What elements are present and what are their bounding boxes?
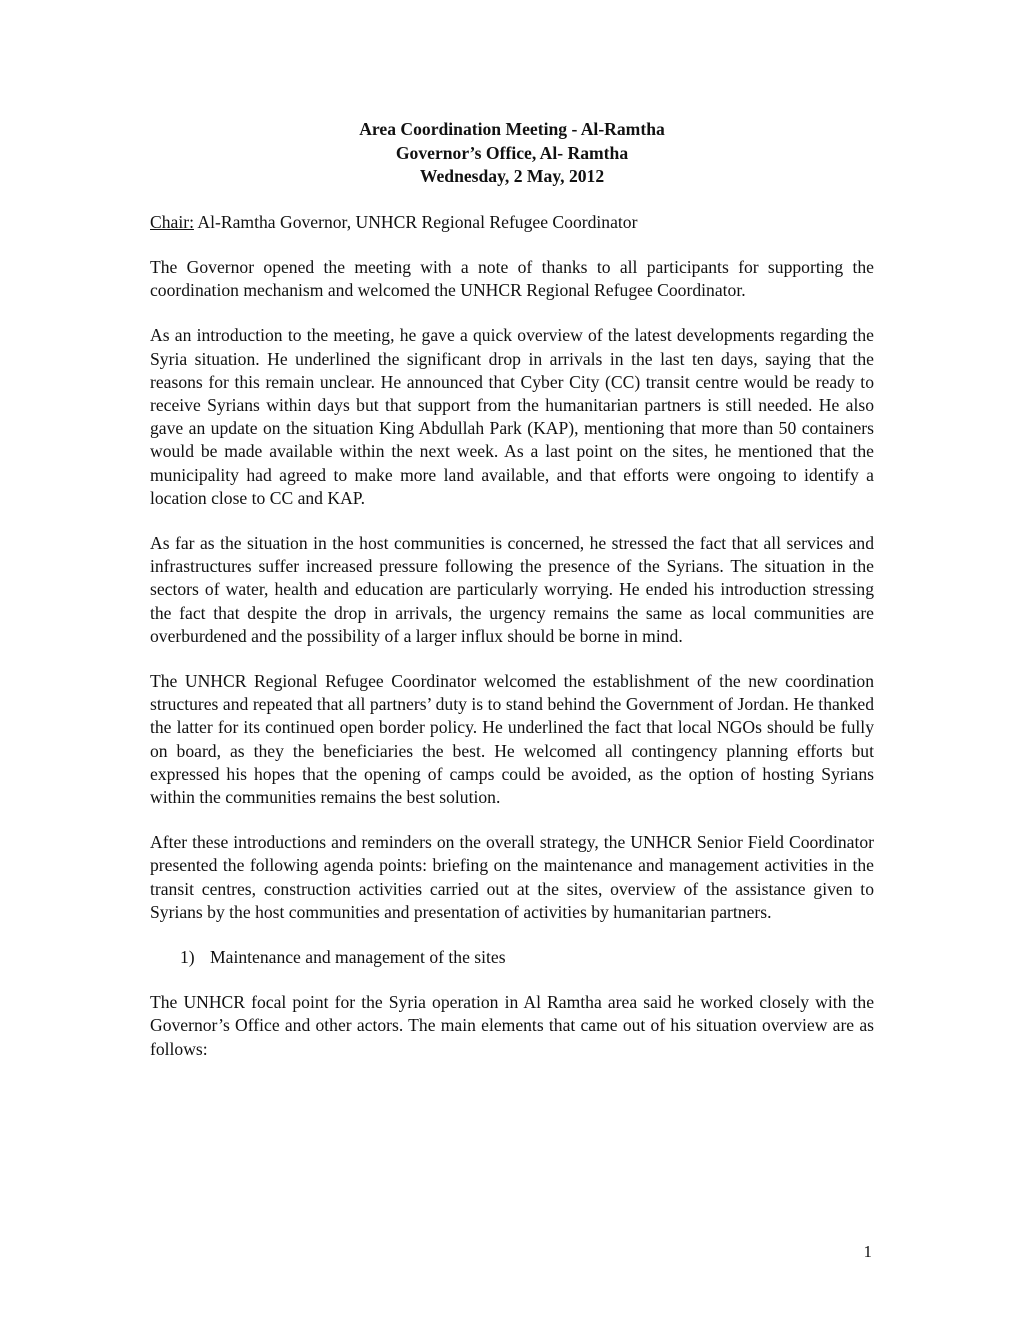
meeting-title: Area Coordination Meeting - Al-Ramtha <box>359 119 665 139</box>
chair-text: Al-Ramtha Governor, UNHCR Regional Refugee Coordinator <box>193 211 638 232</box>
document-header <box>150 118 874 189</box>
page-number: 1 <box>863 1242 872 1261</box>
meeting-date: Wednesday, 2 May, 2012 <box>419 166 605 187</box>
paragraph-introduction: As an introduction to the meeting, he gave a quick overview of the latest developments regarding the Syria situation. He underlined the significant drop in arrivals in the last ten days, saying that the reasons for this remain unclear. He announced that Cyber City (CC) transit centre would be ready to receive Syrians within days but that support from the humanitarian partners is still needed. He also gave an update on the situation King Abdullah Park (KAP), mentioning that more than 50 containers would be made available within the next week. As a last point on the sites, he mentioned that the municipality had agreed to make more land available, and that efforts were ongoing to identify a location close to CC and KAP. <box>150 325 874 508</box>
paragraph-unhcr-coordinator: The UNHCR Regional Refugee Coordinator welcomed the establishment of the new coordination structures and repeated that all partners’ duty is to stand behind the Government of Jordan. He thanked the latter for its continued open border policy. He underlined the fact that local NGOs should be fully on board, as they the beneficiaries the best. He welcomed all contingency planning efforts but expressed his hopes that the opening of camps could be avoided, as the option of hosting Syrians within the communities remains the best solution. <box>150 671 874 808</box>
paragraph-focal-point: The UNHCR focal point for the Syria operation in Al Ramtha area said he worked closely with the Governor’s Office and other actors. The main elements that came out of his situation overview are as follows: <box>150 992 874 1059</box>
list-item-text: Maintenance and management of the sites <box>210 947 506 968</box>
paragraph-host-communities: As far as the situation in the host communities is concerned, he stressed the fact that all services and infrastructures suffer increased pressure following the presence of the Syrians. The situation in the sectors of water, health and education are particularly worrying. He ended his introduction stressing the fact that despite the drop in arrivals, the urgency remains the same as local communities are overburdened and the possibility of a larger influx should be borne in mind. <box>150 533 874 646</box>
list-item <box>180 946 874 969</box>
meeting-location: Governor’s Office, Al- Ramtha <box>395 142 629 163</box>
paragraph-opening: The Governor opened the meeting with a note of thanks to all participants for supporting the coordination mechanism and welcomed the UNHCR Regional Refugee Coordinator. <box>150 256 874 301</box>
paragraph-agenda: After these introductions and reminders on the overall strategy, the UNHCR Senior Field Coordinator presented the following agenda points: briefing on the maintenance and management activities in the transit centres, construction activities carried out at the sites, overview of the assistance given to Syrians by the host communities and presentation of activities by humanitarian partners. <box>150 832 874 922</box>
chair-label: Chair: <box>150 211 194 232</box>
chair-line <box>150 211 874 234</box>
document-page <box>150 118 874 1083</box>
list-item-number: 1) <box>180 947 195 968</box>
